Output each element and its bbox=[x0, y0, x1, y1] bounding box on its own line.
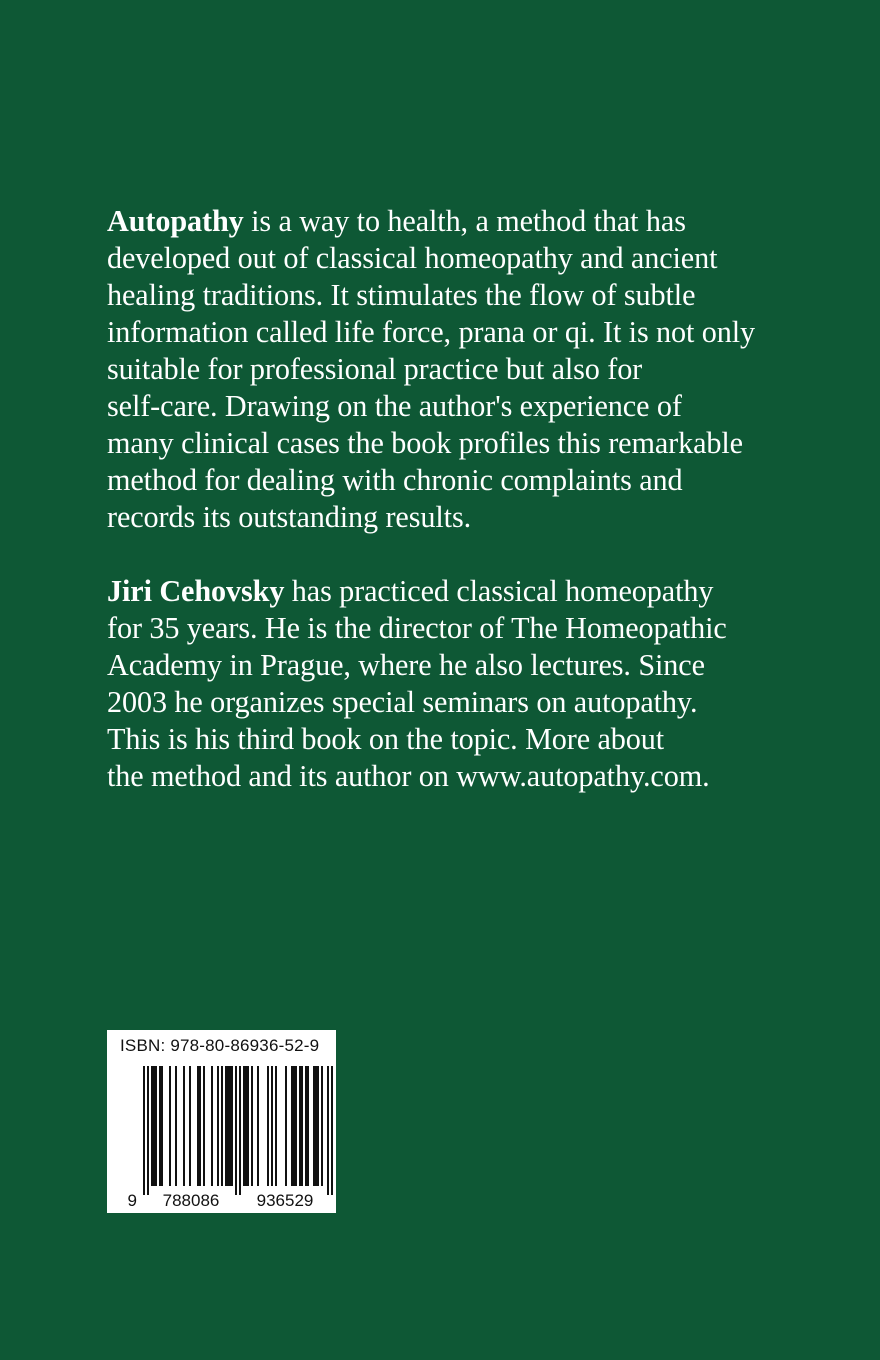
barcode-bar bbox=[271, 1066, 273, 1186]
barcode-bar bbox=[293, 1066, 295, 1186]
barcode-bar bbox=[189, 1066, 191, 1186]
barcode-bar bbox=[199, 1066, 201, 1186]
book-description bbox=[107, 203, 807, 536]
barcode-bar bbox=[257, 1066, 259, 1186]
barcode-bar bbox=[221, 1066, 223, 1186]
author-bio bbox=[107, 573, 807, 795]
barcode-guard-bar bbox=[143, 1066, 145, 1195]
barcode-bar bbox=[217, 1066, 219, 1186]
barcode-bar bbox=[307, 1066, 309, 1186]
barcode-guard-bar bbox=[239, 1066, 241, 1195]
barcode-bar bbox=[151, 1066, 153, 1186]
bio-line-6: the method and its author on www.autopathy.com. bbox=[107, 759, 710, 793]
bio-line-3: Academy in Prague, where he also lectures. Since bbox=[107, 648, 705, 682]
barcode-bar bbox=[267, 1066, 269, 1186]
barcode-digits-left: 788086 bbox=[162, 1191, 220, 1210]
isbn-barcode bbox=[107, 1030, 336, 1213]
barcode-bar bbox=[291, 1066, 293, 1186]
barcode-bar bbox=[169, 1066, 171, 1186]
description-line-2: developed out of classical homeopathy and ancient bbox=[107, 241, 718, 275]
description-line-7: many clinical cases the book profiles this remarkable bbox=[107, 426, 743, 460]
barcode-bar bbox=[183, 1066, 185, 1186]
barcode-bar bbox=[153, 1066, 155, 1186]
barcode-bar bbox=[247, 1066, 249, 1186]
barcode-bar bbox=[159, 1066, 161, 1186]
barcode-bar bbox=[243, 1066, 245, 1186]
barcode-bar bbox=[161, 1066, 163, 1186]
description-line-5: suitable for professional practice but also for bbox=[107, 352, 643, 386]
description-line-3: healing traditions. It stimulates the flow of subtle bbox=[107, 278, 696, 312]
barcode-bar bbox=[295, 1066, 297, 1186]
barcode-guard-bar bbox=[331, 1066, 333, 1195]
bio-line-5: This is his third book on the topic. More about bbox=[107, 722, 665, 756]
barcode-bar bbox=[305, 1066, 307, 1186]
barcode-graphic bbox=[107, 1030, 336, 1213]
barcode-bar bbox=[227, 1066, 229, 1186]
barcode-bar bbox=[313, 1066, 315, 1186]
bio-line-1: Jiri Cehovsky has practiced classical homeopathy bbox=[107, 574, 714, 608]
bio-line-2: for 35 years. He is the director of The Homeopathic bbox=[107, 611, 727, 645]
barcode-bar bbox=[211, 1066, 213, 1186]
barcode-bar bbox=[197, 1066, 199, 1186]
barcode-digits-right: 936529 bbox=[256, 1191, 314, 1210]
isbn-label: ISBN: 978-80-86936-52-9 bbox=[120, 1036, 320, 1055]
bio-line-4: 2003 he organizes special seminars on autopathy. bbox=[107, 685, 698, 719]
description-line-6: self-care. Drawing on the author's experience of bbox=[107, 389, 682, 423]
paragraph-spacer bbox=[107, 536, 807, 573]
description-lead: Autopathy bbox=[107, 204, 244, 238]
barcode-bar bbox=[231, 1066, 233, 1186]
description-line-9: records its outstanding results. bbox=[107, 500, 472, 534]
author-name: Jiri Cehovsky bbox=[107, 574, 285, 608]
description-line-4: information called life force, prana or qi. It is not only bbox=[107, 315, 756, 349]
barcode-bar bbox=[299, 1066, 301, 1186]
barcode-bar bbox=[285, 1066, 287, 1186]
barcode-bar bbox=[225, 1066, 227, 1186]
barcode-guard-bar bbox=[147, 1066, 149, 1195]
barcode-bar bbox=[175, 1066, 177, 1186]
barcode-bar bbox=[321, 1066, 323, 1186]
barcode-bar bbox=[155, 1066, 157, 1186]
barcode-bar bbox=[317, 1066, 319, 1186]
barcode-guard-bar bbox=[327, 1066, 329, 1195]
barcode-bar bbox=[275, 1066, 277, 1186]
barcode-bar bbox=[315, 1066, 317, 1186]
back-cover-blurb bbox=[107, 203, 807, 795]
description-line-8: method for dealing with chronic complaints and bbox=[107, 463, 683, 497]
barcode-bar bbox=[251, 1066, 253, 1186]
barcode-bar bbox=[203, 1066, 205, 1186]
barcode-bar bbox=[229, 1066, 231, 1186]
description-line-1: Autopathy is a way to health, a method that has bbox=[107, 204, 686, 238]
barcode-digit-lead: 9 bbox=[127, 1191, 137, 1210]
barcode-bar bbox=[245, 1066, 247, 1186]
barcode-bar bbox=[301, 1066, 303, 1186]
barcode-guard-bar bbox=[235, 1066, 237, 1195]
